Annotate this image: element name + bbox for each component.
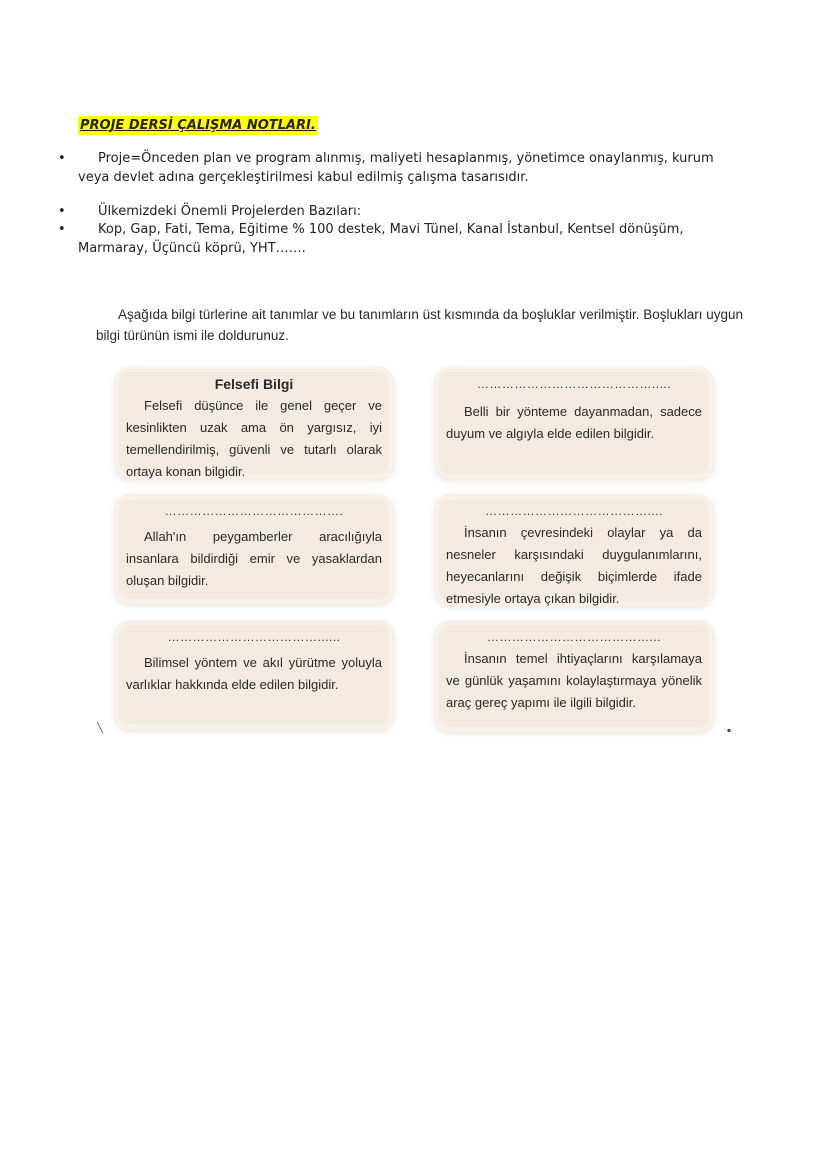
card-text: Allah'ın peygamberler aracılığıyla insanlara bildirdiği emir ve yasaklardan oluşan bilgidir. (126, 529, 382, 588)
bullet-icon: • (58, 222, 66, 237)
card-text: Felsefi düşünce ile genel geçer ve kesinlikten uzak ama ön yargısız, iyi temellendirilmiş, güvenli ve tutarlı olarak ortaya konan bilgidir. (126, 398, 382, 479)
bullet-text: Ülkemizdeki Önemli Projelerden Bazıları: (98, 204, 362, 219)
knowledge-card-blank-2 (114, 494, 394, 604)
knowledge-card-blank-1 (434, 367, 714, 479)
knowledge-card-blank-3 (434, 494, 714, 606)
exercise-instruction (96, 304, 750, 346)
knowledge-card-blank-5 (434, 620, 714, 732)
card-heading: Felsefi Bilgi (214, 376, 294, 392)
card-blank-heading: ……………………………………. (164, 504, 344, 518)
bullet-icon: • (58, 151, 66, 166)
card-blank-heading: …………………………………... (486, 630, 661, 644)
card-blank-heading: ………………………………...... (167, 630, 341, 644)
bullet-icon: • (58, 204, 66, 219)
bullet-text: Proje=Önceden plan ve program alınmış, maliyeti hesaplanmış, yönetimce onaylanmış, kurum veya devlet adına gerçekleştirilmesi kabul edilmiş çalışma tasarısıdır. (78, 151, 714, 185)
bullet-item-projects-heading (58, 202, 728, 221)
card-text: Belli bir yönteme dayanmadan, sadece duyum ve algıyla elde edilen bilgidir. (446, 404, 702, 441)
exercise-instruction-text: Aşağıda bilgi türlerine ait tanımlar ve bu tanımların üst kısmında da boşluklar verilmiştir. Boşlukları uygun bilgi türünün ismi ile doldurunuz. (96, 307, 744, 343)
card-text: İnsanın temel ihtiyaçlarını karşılamaya ve günlük yaşamını kolaylaştırmaya yönelik araç gereç yapımı ile ilgili bilgidir. (446, 651, 702, 710)
page-title: PROJE DERSİ ÇALIŞMA NOTLARI. (80, 118, 316, 133)
card-blank-heading: ………………………………….... (485, 504, 663, 518)
card-text: Bilimsel yöntem ve akıl yürütme yoluyla varlıklar hakkında elde edilen bilgidir. (126, 655, 382, 692)
card-blank-heading: ……………………………………..... (476, 377, 672, 391)
card-text: İnsanın çevresindeki olaylar ya da nesneler karşısındaki duygulanımlarını, heyecanlarını değişik biçimlerde ifade etmesiyle ortaya çıkan bilgidir. (446, 525, 702, 606)
scan-mark-right: ▪ (727, 727, 732, 734)
bullet-item-projects-list (58, 220, 728, 258)
bullet-text: Kop, Gap, Fati, Tema, Eğitime % 100 destek, Mavi Tünel, Kanal İstanbul, Kentsel dönüşüm, Marmaray, Üçüncü köprü, YHT……. (78, 222, 684, 256)
scan-mark-left: ╲ (97, 723, 104, 734)
knowledge-card-philosophical (114, 367, 394, 479)
knowledge-card-blank-4 (114, 620, 394, 730)
bullet-item-project-definition (58, 149, 728, 187)
